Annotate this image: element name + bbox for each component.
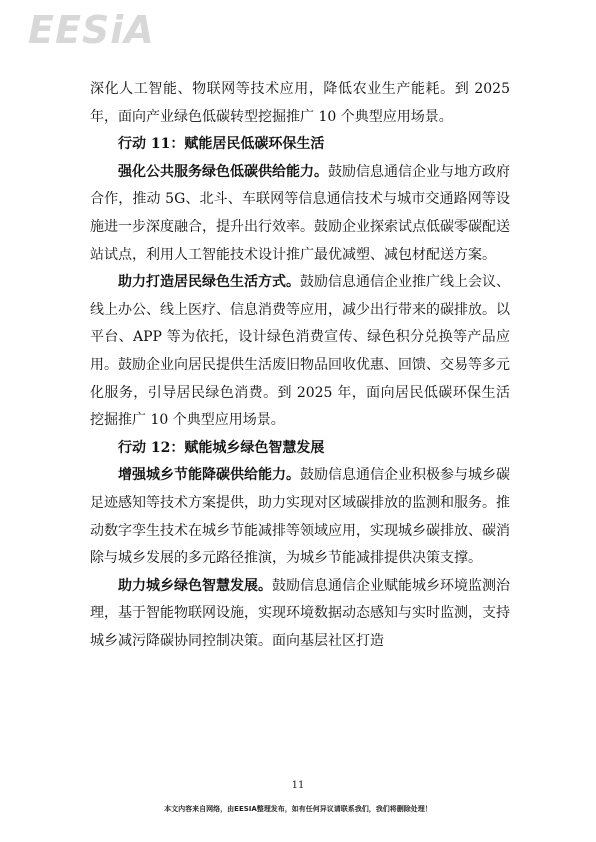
paragraph-text: 鼓励信息通信企业积极参与城乡碳足迹感知等技术方案提供，助力实现对区域碳排放的监测和服务。推动数字孪生技术在城乡节能减排等领域应用，实现城乡碳排放、碳消除与城乡发展的多元路径推演，为城乡节能减排提供决策支撑。: [90, 467, 510, 567]
paragraph-continuation: 深化人工智能、物联网等技术应用，降低农业生产能耗。到 2025 年，面向产业绿色低碳转型挖掘推广 10 个典型应用场景。: [90, 81, 510, 125]
paragraph-lead: 强化公共服务绿色低碳供给能力。: [118, 163, 328, 180]
section-heading-action-11: 行动 11：赋能居民低碳环保生活: [118, 136, 325, 153]
section-heading-action-12: 行动 12：赋能城乡绿色智慧发展: [118, 439, 325, 456]
paragraph-lead: 助力城乡绿色智慧发展。: [118, 577, 272, 594]
paragraph-green-lifestyle: [90, 269, 510, 435]
eesia-logo: EESiA: [28, 8, 155, 52]
paragraph-text: 鼓励信息通信企业赋能城乡环境监测治理，基于智能物联网设施，实现环境数据动态感知与实时监测，支持城乡减污降碳协同控制决策。面向基层社区打造: [90, 577, 510, 649]
paragraph-urban-rural-smart: [90, 573, 510, 656]
document-body: [90, 76, 510, 655]
page-number: 11: [291, 780, 305, 791]
paragraph-lead: 增强城乡节能降碳供给能力。: [118, 467, 300, 484]
paragraph-lead: 助力打造居民绿色生活方式。: [118, 274, 300, 291]
paragraph-text: 鼓励信息通信企业与地方政府合作，推动 5G、北斗、车联网等信息通信技术与城市交通路网等设施进一步深度融合，提升出行效率。鼓励企业探索试点低碳零碳配送站试点，利用人工智能技术设计推广最优减塑、减包材配送方案。: [90, 163, 510, 263]
paragraph-urban-rural-supply: [90, 462, 510, 572]
paragraph-text: 鼓励信息通信企业推广线上会议、线上办公、线上医疗、信息消费等应用，减少出行带来的碳排放。以平台、APP 等为依托，设计绿色消费宣传、绿色积分兑换等产品应用。鼓励企业向居民提供生活废旧物品回收优惠、回馈、交易等多元化服务，引导居民绿色消费。到 2025 年，面向居民低碳环保生活挖掘推广 10 个典型应用场景。: [90, 274, 510, 429]
footer-notice: 本文内容来自网络，由EESIA整理发布，如有任何异议请联系我们，我们将删除处理！: [164, 805, 432, 813]
paragraph-public-services: [90, 159, 510, 269]
